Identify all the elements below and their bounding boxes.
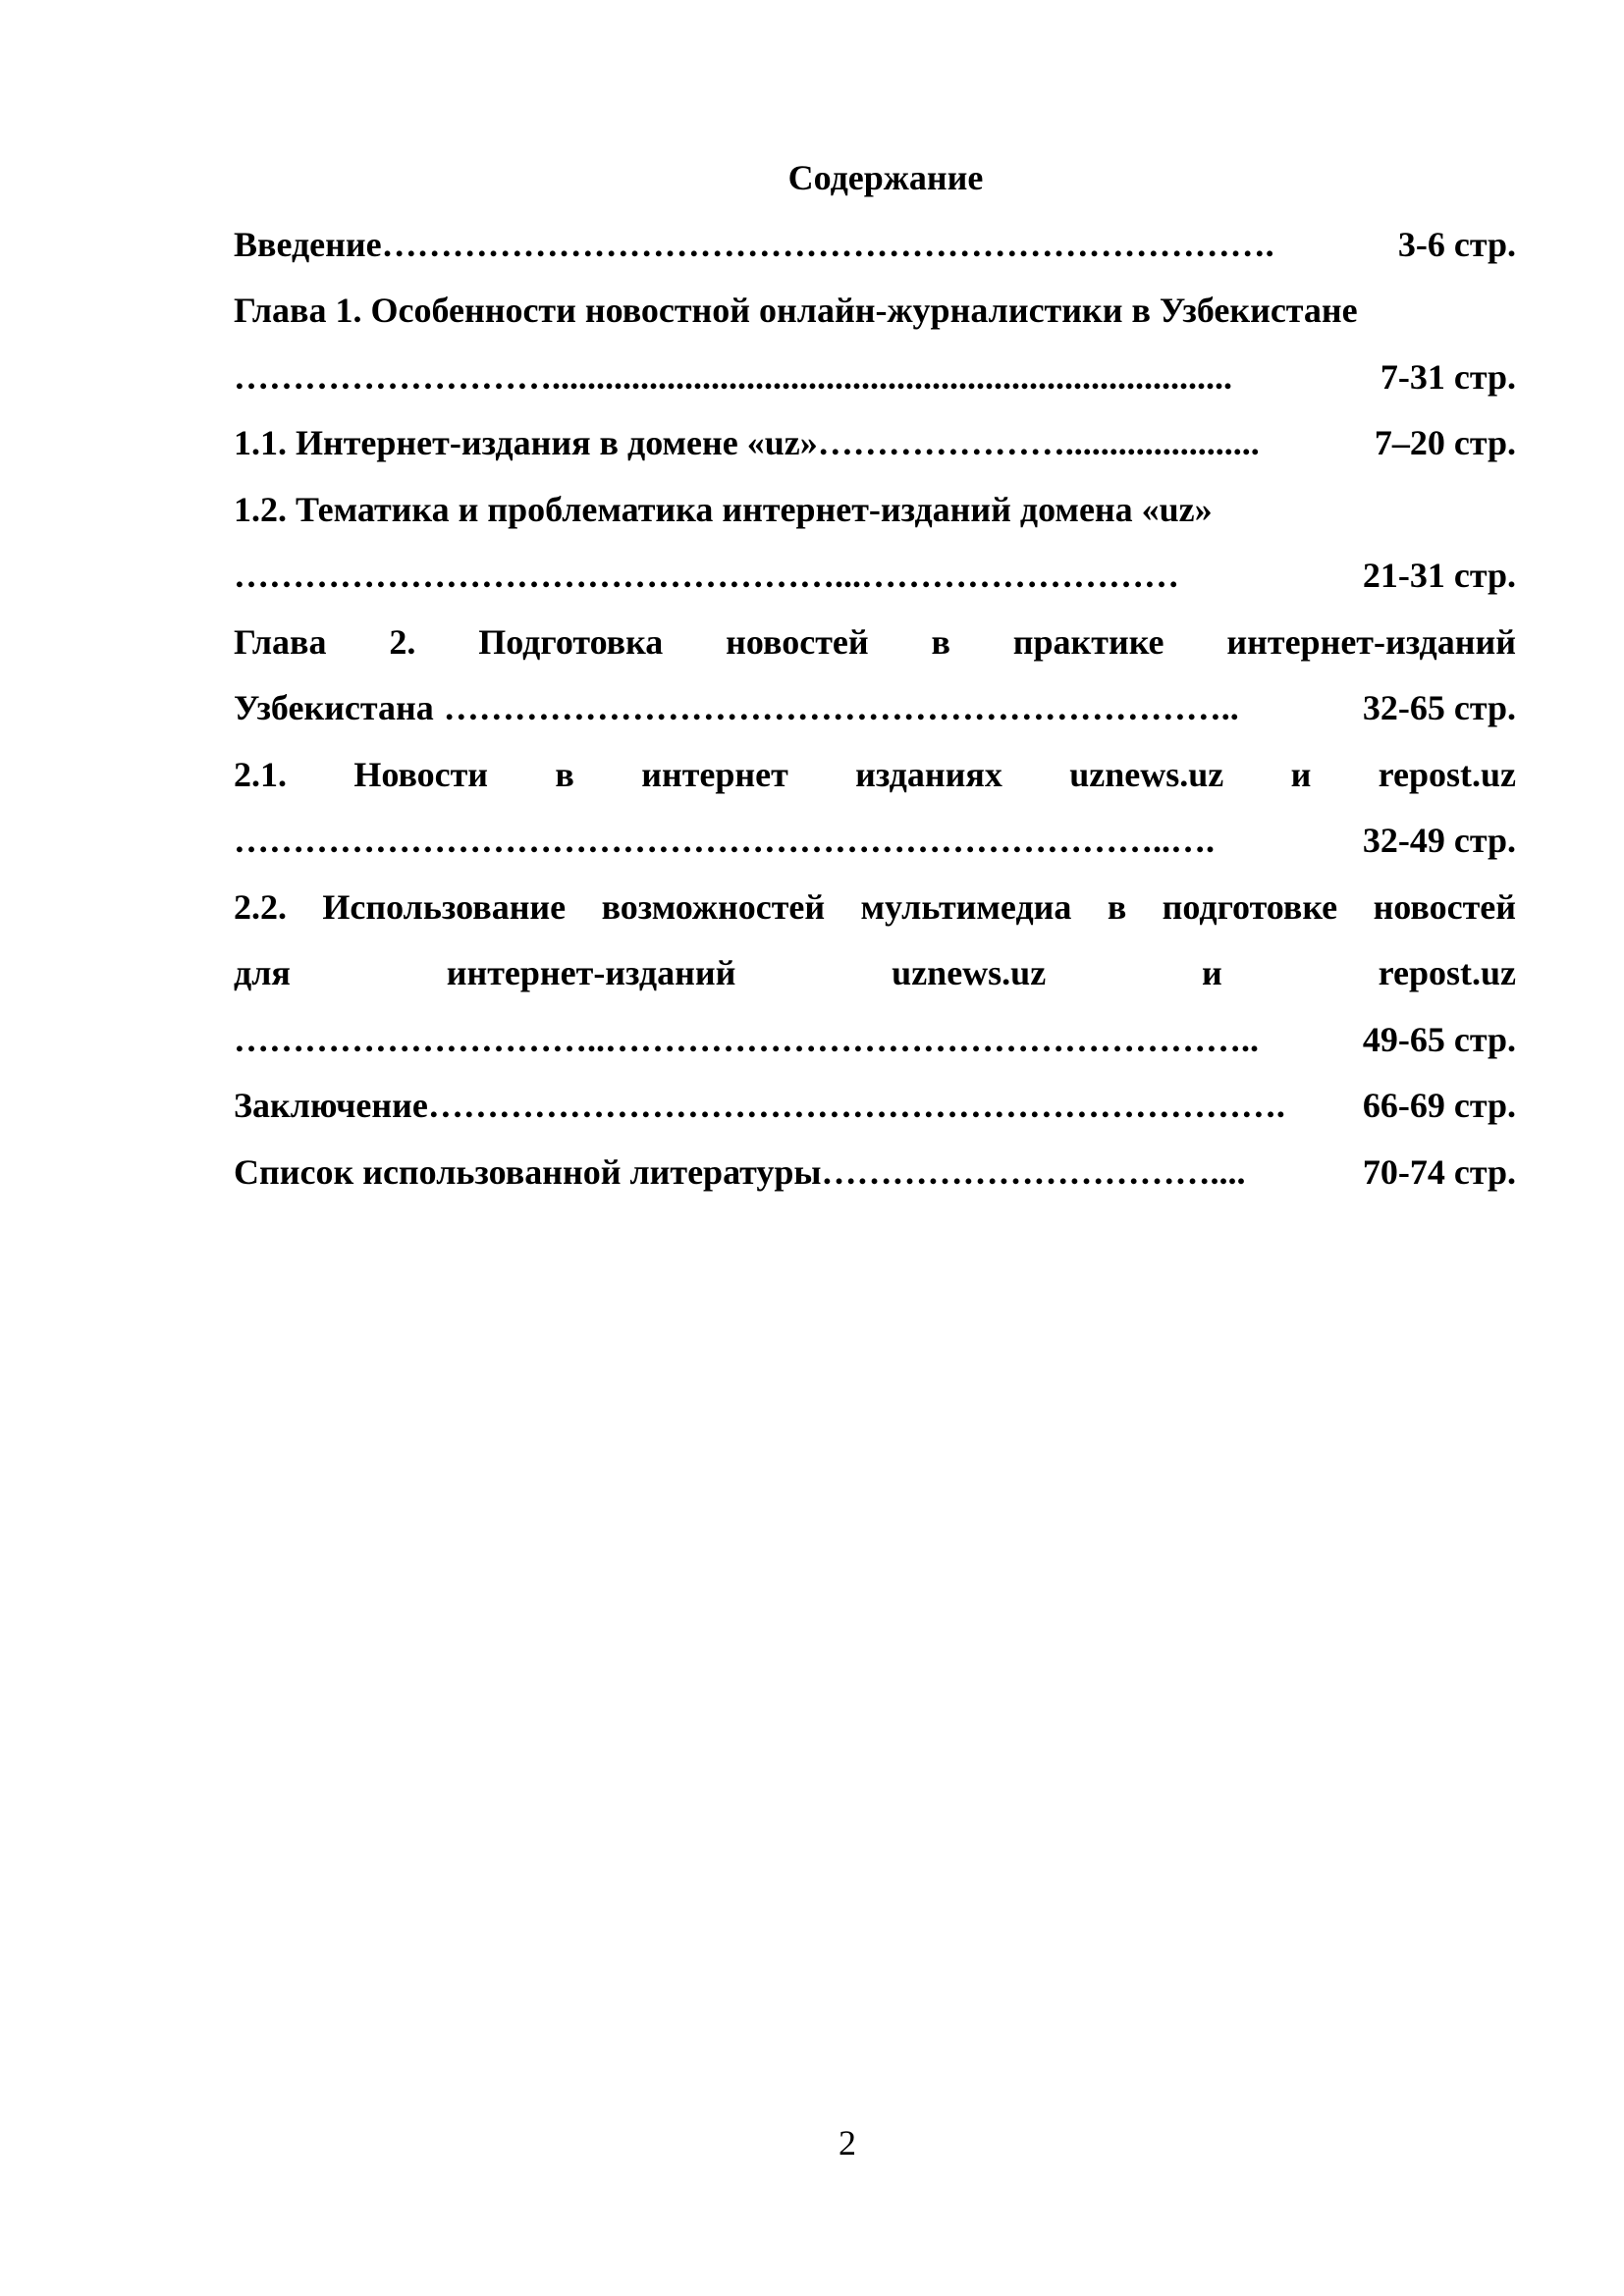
toc-leader-dots: ………………………………………………………….. — [443, 688, 1239, 727]
toc-entry-references[interactable] — [234, 1140, 1516, 1206]
toc-page-range: 3-6 стр. — [1397, 224, 1516, 264]
toc-word: и — [1202, 953, 1222, 992]
toc-word: Использование — [322, 886, 567, 927]
toc-entry-label: 1.2. Тематика и проблематика интернет-изданий домена «uz» — [234, 489, 1213, 529]
toc-entry-section-2-1-pages[interactable] — [234, 808, 1516, 875]
toc-word: repost.uz — [1378, 754, 1516, 794]
toc-page-range: 32-49 стр. — [1362, 821, 1516, 860]
toc-leader-dots: ……………………………………………...……………………… — [234, 556, 1179, 595]
toc-leader-dots: …………………………..……………………………………………….. — [234, 1019, 1259, 1059]
toc-entry-section-1-2-pages[interactable] — [234, 543, 1516, 610]
toc-leader-dots: ………………………............................................................................. — [234, 356, 1232, 397]
toc-word: интернет — [641, 754, 788, 794]
toc-leader-dots: …………………...................... — [817, 423, 1260, 462]
toc-entry-section-2-2-pages[interactable] — [234, 1007, 1516, 1074]
toc-word: новостей — [726, 621, 869, 662]
toc-page-range: 66-69 стр. — [1362, 1086, 1516, 1125]
toc-word: возможностей — [601, 886, 826, 927]
toc-page-range: 7–20 стр. — [1374, 423, 1516, 462]
toc-word: новостей — [1373, 886, 1516, 927]
toc-word: для — [234, 953, 291, 992]
toc-entry-section-1-2-heading[interactable] — [234, 477, 1516, 544]
toc-word: в — [555, 754, 574, 794]
toc-word: подготовке — [1162, 886, 1338, 927]
toc-word: изданиях — [855, 754, 1002, 794]
toc-word: в — [931, 621, 950, 662]
toc-word: 2. — [389, 621, 416, 662]
toc-entry-label: Глава 1. Особенности новостной онлайн-журналистики в Узбекистане — [234, 291, 1358, 330]
toc-page-range: 32-65 стр. — [1362, 688, 1516, 727]
toc-word: мультимедиа — [860, 886, 1072, 927]
toc-leader-dots: …………………………………………………………………. — [381, 224, 1274, 264]
toc-entry-intro[interactable] — [234, 212, 1516, 279]
toc-entry-section-2-2-heading-continued[interactable] — [234, 940, 1516, 1007]
toc-entry-section-1-1[interactable] — [234, 410, 1516, 477]
toc-word: uznews.uz — [1069, 754, 1224, 794]
toc-page-range: 70-74 стр. — [1362, 1151, 1516, 1192]
toc-entry-label: Заключение — [234, 1086, 428, 1125]
toc-word: uznews.uz — [892, 953, 1047, 992]
page-number: 2 — [839, 2123, 856, 2163]
toc-word: и — [1290, 754, 1312, 794]
toc-entry-section-2-2-heading[interactable] — [234, 875, 1516, 941]
toc-entry-section-2-1-heading[interactable] — [234, 742, 1516, 809]
toc-word: интернет-изданий — [1226, 621, 1516, 662]
toc-leader-dots: ……………………………………………………………………..…. — [234, 821, 1215, 860]
toc-page-range: 49-65 стр. — [1362, 1019, 1516, 1059]
toc-word: Глава — [234, 621, 327, 662]
toc-word: 2.2. — [234, 886, 287, 927]
toc-entry-label: Введение — [234, 224, 382, 264]
toc-word: Новости — [353, 754, 489, 794]
toc-entry-label: 1.1. Интернет-издания в домене «uz» — [234, 423, 818, 462]
toc-entry-chapter-2-pages[interactable] — [234, 675, 1516, 742]
toc-entry-chapter-1-heading[interactable] — [234, 278, 1516, 345]
toc-leader-dots: …………………………….... — [821, 1151, 1246, 1192]
toc-page-range: 21-31 стр. — [1362, 556, 1516, 595]
toc-title: Содержание — [787, 158, 984, 197]
toc-word: практике — [1012, 621, 1164, 662]
toc-entry-label: Список использованной литературы — [234, 1151, 822, 1192]
toc-word: 2.1. — [234, 754, 287, 794]
toc-word: repost.uz — [1378, 953, 1516, 992]
table-of-contents — [234, 145, 1516, 1205]
toc-word: в — [1107, 886, 1127, 927]
toc-page-range: 7-31 стр. — [1380, 356, 1516, 397]
toc-entry-chapter-1-pages[interactable] — [234, 345, 1516, 411]
toc-entry-conclusion[interactable] — [234, 1073, 1516, 1140]
toc-entry-chapter-2-heading[interactable] — [234, 610, 1516, 676]
toc-word: интернет-изданий — [446, 953, 736, 992]
toc-leader-dots: ………………………………………………………………. — [427, 1086, 1285, 1125]
toc-entry-label: Узбекистана — [234, 688, 434, 727]
toc-word: Подготовка — [478, 621, 664, 662]
